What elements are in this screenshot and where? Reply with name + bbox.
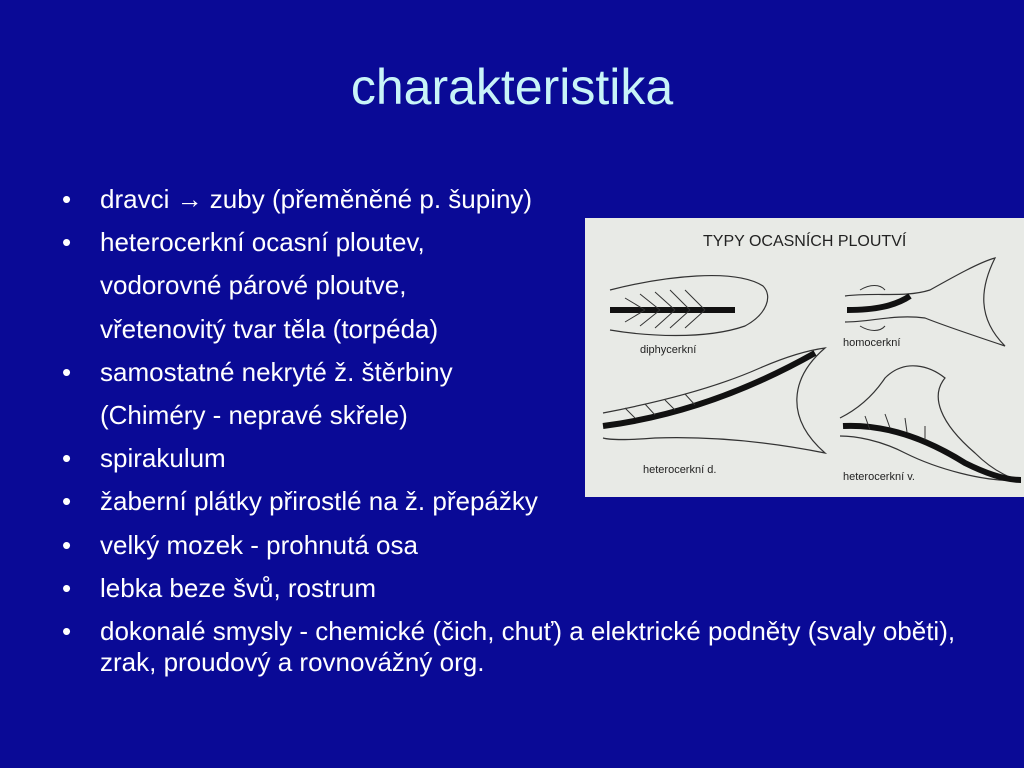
tail-fin-types-figure: [585, 218, 1024, 497]
list-item-text: dravci → zuby (přeměněné p. šupiny): [100, 184, 533, 214]
list-item-text: vodorovné párové ploutve,: [100, 270, 407, 301]
diphycercal-label: diphycerkní: [640, 344, 697, 356]
list-item-text: velký mozek - prohnutá osa: [100, 529, 418, 560]
slide-title: charakteristika: [350, 59, 674, 115]
bullet-marker: •: [62, 486, 72, 517]
tail-fin-drawing: [585, 218, 1024, 497]
list-item-text: vřetenovitý tvar těla (torpéda): [100, 313, 439, 344]
heterocercal-dorsal-label: heterocerkní d.: [643, 464, 717, 476]
bullet-marker: •: [62, 615, 72, 646]
bullet-marker: •: [62, 529, 72, 560]
list-item-text: lebka beze švů, rostrum: [100, 572, 377, 603]
list-item-text: samostatné nekryté ž. štěrbiny: [100, 356, 453, 387]
list-item: [60, 530, 980, 561]
list-item: [60, 616, 980, 678]
figure-heading: TYPY OCASNÍCH PLOUTVÍ: [703, 233, 907, 250]
bullet-marker: •: [62, 443, 72, 474]
list-item-text: heterocerkní ocasní ploutev,: [100, 227, 425, 258]
heterocercal-ventral-label: heterocerkní v.: [843, 471, 915, 483]
list-item: [60, 573, 980, 604]
bullet-marker: •: [62, 227, 72, 258]
homocercal-label: homocerkní: [843, 337, 901, 349]
list-item-text: (Chiméry - nepravé skřele): [100, 399, 408, 430]
list-item-text: dokonalé smysly - chemické (čich, chuť) a elektrické podněty (svaly oběti), zrak, proudový a rovnovážný org.: [100, 615, 956, 678]
bullet-marker: •: [62, 572, 72, 603]
bullet-marker: •: [62, 356, 72, 387]
bullet-marker: •: [62, 184, 72, 214]
list-item-text: spirakulum: [100, 443, 226, 474]
list-item: [60, 184, 980, 215]
list-item-text: žaberní plátky přirostlé na ž. přepážky: [100, 486, 538, 517]
